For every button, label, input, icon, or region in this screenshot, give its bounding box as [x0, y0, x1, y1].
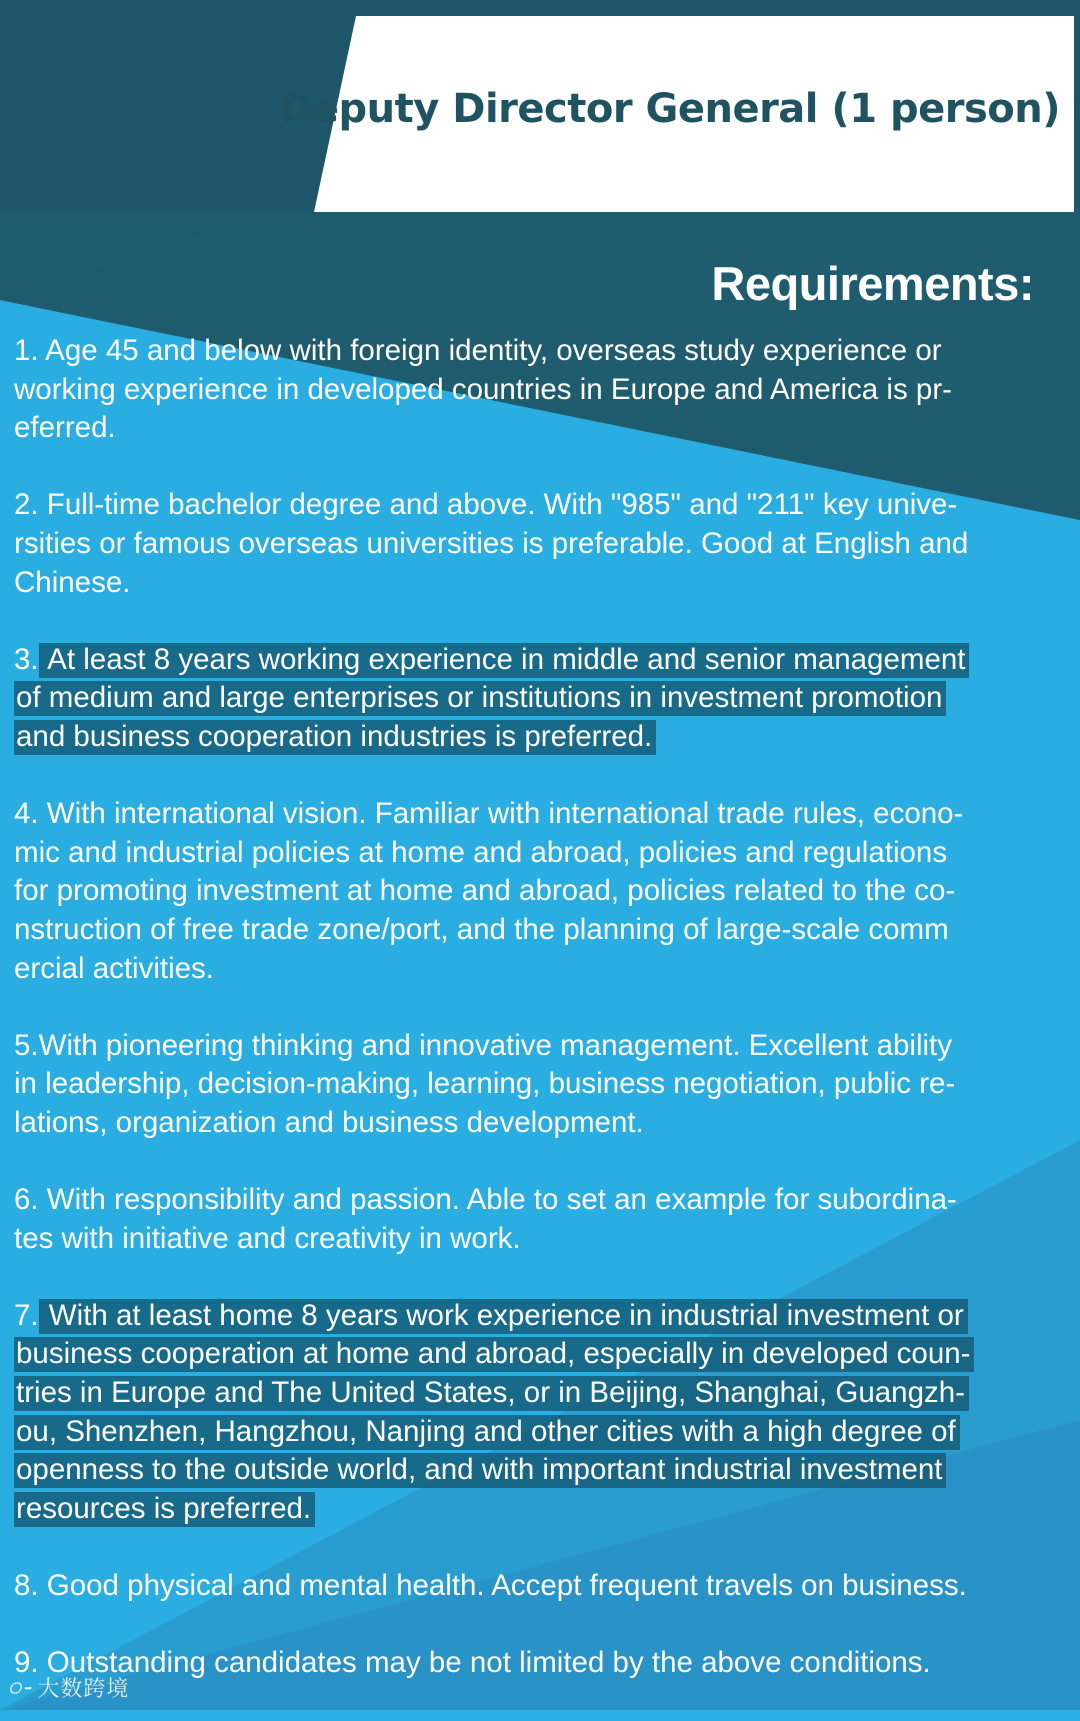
- requirement-item: [14, 486, 1069, 602]
- requirement-line: [14, 795, 1069, 834]
- requirement-item: [14, 1297, 1069, 1529]
- requirement-text: tes with initiative and creativity in work.: [14, 1221, 521, 1255]
- requirement-line: [14, 1567, 1069, 1606]
- requirement-item: [14, 1181, 1069, 1258]
- requirement-line: [14, 525, 1069, 564]
- requirement-line: [14, 1220, 1069, 1259]
- watermark-logo-icon: ꩽ: [8, 1673, 34, 1698]
- requirement-line: [14, 1451, 1069, 1490]
- requirement-line: [14, 911, 1069, 950]
- requirement-line: [14, 1644, 1069, 1683]
- highlighted-text: At least 8 years working experience in middle and senior management: [39, 643, 970, 678]
- requirement-text: for promoting investment at home and abroad, policies related to the co-: [14, 874, 956, 908]
- requirement-line: [14, 1027, 1069, 1066]
- page-title: Deputy Director General (1 person): [279, 86, 1060, 132]
- requirement-line: [14, 641, 1069, 680]
- requirement-line: [14, 332, 1069, 371]
- requirement-number: 3.: [14, 642, 39, 676]
- requirement-line: [14, 950, 1069, 989]
- requirement-text: 2. Full-time bachelor degree and above. With "985" and "211" key unive-: [14, 488, 958, 522]
- requirement-item: [14, 1027, 1069, 1143]
- requirement-text: 6. With responsibility and passion. Able to set an example for subordina-: [14, 1183, 957, 1217]
- requirement-line: [14, 718, 1069, 757]
- requirement-text: 9. Outstanding candidates may be not limited by the above conditions.: [14, 1646, 931, 1680]
- requirement-text: 1. Age 45 and below with foreign identity, overseas study experience or: [14, 334, 942, 367]
- requirement-line: [14, 872, 1069, 911]
- requirements-list: [14, 332, 1069, 1721]
- requirement-item: [14, 332, 1069, 448]
- requirement-line: [14, 486, 1069, 525]
- highlighted-text: openness to the outside world, and with important industrial investment: [14, 1453, 946, 1488]
- requirement-text: nstruction of free trade zone/port, and the planning of large-scale comm: [14, 912, 949, 946]
- highlighted-text: With at least home 8 years work experience in industrial investment or: [39, 1299, 968, 1334]
- requirement-line: [14, 371, 1069, 410]
- requirement-line: [14, 1374, 1069, 1413]
- title-banner: [0, 0, 1080, 230]
- requirement-item: [14, 1644, 1069, 1683]
- highlighted-text: of medium and large enterprises or institutions in investment promotion: [14, 681, 946, 716]
- watermark-text: 大数跨境: [37, 1676, 130, 1701]
- highlighted-text: ou, Shenzhen, Hangzhou, Nanjing and other cities with a high degree of: [14, 1415, 960, 1450]
- requirement-line: [14, 409, 1069, 448]
- requirement-text: working experience in developed countries in Europe and America is pr-: [14, 372, 952, 406]
- requirement-line: [14, 1297, 1069, 1336]
- requirement-line: [14, 1065, 1069, 1104]
- requirement-line: [14, 834, 1069, 873]
- requirement-item: [14, 795, 1069, 988]
- highlighted-text: resources is preferred.: [14, 1492, 315, 1527]
- highlighted-text: and business cooperation industries is preferred.: [14, 720, 656, 755]
- requirement-line: [14, 564, 1069, 603]
- requirement-text: eferred.: [14, 411, 116, 445]
- requirement-text: lations, organization and business development.: [14, 1105, 644, 1139]
- requirement-line: [14, 1104, 1069, 1143]
- highlighted-text: tries in Europe and The United States, or in Beijing, Shanghai, Guangzh-: [14, 1376, 969, 1411]
- requirement-text: mic and industrial policies at home and abroad, policies and regulations: [14, 835, 948, 869]
- requirement-item: [14, 641, 1069, 757]
- highlighted-text: business cooperation at home and abroad, especially in developed coun-: [14, 1337, 974, 1372]
- requirement-text: 4. With international vision. Familiar with international trade rules, econo-: [14, 797, 964, 831]
- requirement-line: [14, 1490, 1069, 1529]
- requirement-line: [14, 1335, 1069, 1374]
- requirement-text: 8. Good physical and mental health. Accept frequent travels on business.: [14, 1569, 967, 1602]
- requirements-heading: Requirements:: [711, 257, 1034, 310]
- requirement-text: ercial activities.: [14, 951, 215, 985]
- requirement-line: [14, 1181, 1069, 1220]
- watermark: [8, 1671, 129, 1704]
- requirement-text: Chinese.: [14, 565, 131, 599]
- requirement-line: [14, 1413, 1069, 1452]
- requirement-text: rsities or famous overseas universities is preferable. Good at English and: [14, 526, 969, 560]
- requirement-line: [14, 679, 1069, 718]
- requirement-item: [14, 1567, 1069, 1606]
- requirement-text: in leadership, decision-making, learning, business negotiation, public re-: [14, 1067, 956, 1101]
- requirement-text: 5.With pioneering thinking and innovative management. Excellent ability: [14, 1028, 952, 1062]
- requirement-number: 7.: [14, 1298, 39, 1332]
